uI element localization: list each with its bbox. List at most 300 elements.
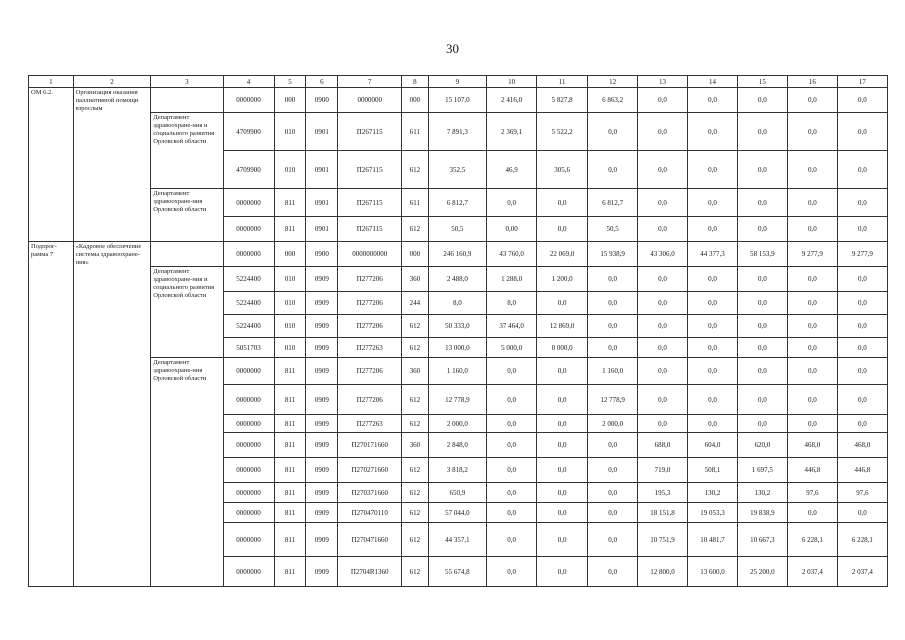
value-cell: 4709900 — [223, 113, 274, 151]
value-cell: 0,0 — [588, 458, 638, 483]
value-cell: 0901 — [306, 113, 338, 151]
value-cell: 0000000 — [223, 385, 274, 415]
value-cell: 50 333,0 — [428, 315, 486, 338]
value-cell: 811 — [274, 189, 306, 217]
value-cell: 0000000 — [223, 433, 274, 458]
value-cell: 0,0 — [588, 557, 638, 587]
value-cell: 446,8 — [837, 458, 887, 483]
value-cell: 0,0 — [787, 338, 837, 358]
value-cell: 44 377,3 — [688, 242, 738, 267]
value-cell: 620,0 — [737, 433, 787, 458]
value-cell: 468,0 — [787, 433, 837, 458]
value-cell: 612 — [402, 523, 429, 557]
header-cell: 4 — [223, 76, 274, 88]
value-cell: 0,0 — [588, 267, 638, 292]
value-cell: 1 160,0 — [588, 358, 638, 385]
value-cell: 97,6 — [787, 483, 837, 503]
value-cell: 0,0 — [588, 503, 638, 523]
value-cell: 0,0 — [737, 151, 787, 189]
value-cell: 0909 — [306, 385, 338, 415]
value-cell: 0,0 — [638, 338, 688, 358]
value-cell: П277263 — [338, 338, 402, 358]
header-cell: 11 — [537, 76, 588, 88]
value-cell: 0909 — [306, 267, 338, 292]
value-cell: 8 000,0 — [537, 338, 588, 358]
value-cell: 0,0 — [688, 151, 738, 189]
value-cell: 6 812,7 — [588, 189, 638, 217]
value-cell: 97,6 — [837, 483, 887, 503]
value-cell: 612 — [402, 338, 429, 358]
value-cell: 0909 — [306, 315, 338, 338]
value-cell: П267115 — [338, 151, 402, 189]
value-cell: 0,0 — [737, 292, 787, 315]
value-cell: 0,0 — [688, 338, 738, 358]
department-cell: Департамент здравоохране-ния и социального развития Орловской области — [151, 113, 223, 189]
value-cell: 6 228,1 — [787, 523, 837, 557]
value-cell: 0909 — [306, 557, 338, 587]
value-cell: 000 — [274, 88, 306, 113]
value-cell: 0,0 — [487, 358, 537, 385]
value-cell: 612 — [402, 557, 429, 587]
value-cell: 604,0 — [688, 433, 738, 458]
value-cell: 0,0 — [787, 88, 837, 113]
value-cell: 360 — [402, 358, 429, 385]
value-cell: 0,0 — [737, 217, 787, 242]
value-cell: 0000000 — [223, 503, 274, 523]
value-cell: 0000000 — [338, 88, 402, 113]
value-cell: 1 160,0 — [428, 358, 486, 385]
value-cell: 0,0 — [837, 385, 887, 415]
value-cell: 19 053,3 — [688, 503, 738, 523]
value-cell: 4709900 — [223, 151, 274, 189]
value-cell: 0000000 — [223, 217, 274, 242]
value-cell: 0,0 — [787, 503, 837, 523]
value-cell: 0,0 — [787, 315, 837, 338]
value-cell: 6 228,1 — [837, 523, 887, 557]
program-name-cell: «Кадровое обеспечение системы здравоохране-ния» — [73, 242, 151, 587]
value-cell: 3 818,2 — [428, 458, 486, 483]
value-cell: 0,0 — [688, 267, 738, 292]
header-cell: 1 — [29, 76, 74, 88]
value-cell: 12 800,0 — [638, 557, 688, 587]
value-cell: 7 891,3 — [428, 113, 486, 151]
value-cell: П270271660 — [338, 458, 402, 483]
header-cell: 9 — [428, 76, 486, 88]
value-cell: 0,0 — [588, 151, 638, 189]
value-cell: 2 369,1 — [487, 113, 537, 151]
value-cell: 0,0 — [837, 358, 887, 385]
value-cell: 6 863,2 — [588, 88, 638, 113]
value-cell: 0,0 — [688, 189, 738, 217]
value-cell: 0,0 — [688, 292, 738, 315]
value-cell: 0,0 — [638, 358, 688, 385]
value-cell: 0,0 — [638, 292, 688, 315]
value-cell: 0,0 — [837, 151, 887, 189]
program-name-cell: Организация оказания паллиативной помощи взрослым — [73, 88, 151, 242]
value-cell: 0,0 — [588, 292, 638, 315]
value-cell: 0901 — [306, 189, 338, 217]
value-cell: П277206 — [338, 292, 402, 315]
value-cell: 1 200,0 — [537, 267, 588, 292]
value-cell: 0000000 — [223, 458, 274, 483]
value-cell: 0,0 — [638, 113, 688, 151]
value-cell: 811 — [274, 217, 306, 242]
header-cell: 15 — [737, 76, 787, 88]
value-cell: 46,9 — [487, 151, 537, 189]
value-cell: 2 000,0 — [588, 415, 638, 433]
value-cell: 25 200,0 — [737, 557, 787, 587]
value-cell: 508,1 — [688, 458, 738, 483]
table-row — [29, 242, 888, 267]
value-cell: 0,0 — [737, 415, 787, 433]
value-cell: П270470110 — [338, 503, 402, 523]
header-cell: 16 — [787, 76, 837, 88]
value-cell: 612 — [402, 415, 429, 433]
value-cell: 2 000,0 — [428, 415, 486, 433]
value-cell: 010 — [274, 292, 306, 315]
value-cell: 0,0 — [737, 315, 787, 338]
value-cell: П270471660 — [338, 523, 402, 557]
value-cell: 13 000,0 — [428, 338, 486, 358]
value-cell: 10 481,7 — [688, 523, 738, 557]
value-cell: 0,0 — [787, 189, 837, 217]
value-cell: 0,0 — [487, 458, 537, 483]
header-cell: 17 — [837, 76, 887, 88]
value-cell: 244 — [402, 292, 429, 315]
value-cell: 0,0 — [588, 433, 638, 458]
value-cell: 0,0 — [737, 358, 787, 385]
value-cell: 612 — [402, 503, 429, 523]
value-cell: 5051703 — [223, 338, 274, 358]
value-cell: 0,0 — [688, 88, 738, 113]
value-cell: 0909 — [306, 433, 338, 458]
value-cell: 811 — [274, 385, 306, 415]
value-cell: 0,0 — [837, 315, 887, 338]
value-cell: 612 — [402, 151, 429, 189]
value-cell: 2 416,0 — [487, 88, 537, 113]
value-cell: 0,0 — [787, 385, 837, 415]
value-cell: 650,9 — [428, 483, 486, 503]
value-cell: 0000000 — [223, 88, 274, 113]
value-cell: 10 667,3 — [737, 523, 787, 557]
department-cell: Департамент здравоохране-ния и социального развития Орловской области — [151, 267, 223, 358]
value-cell: 811 — [274, 557, 306, 587]
value-cell: 0,0 — [688, 113, 738, 151]
value-cell: 0909 — [306, 523, 338, 557]
value-cell: 0,0 — [638, 189, 688, 217]
value-cell: 0,0 — [638, 315, 688, 338]
header-cell: 2 — [73, 76, 151, 88]
value-cell: 0000000 — [223, 483, 274, 503]
value-cell: 0,0 — [787, 217, 837, 242]
value-cell: 0,0 — [837, 88, 887, 113]
value-cell: 18 151,8 — [638, 503, 688, 523]
value-cell: 0,0 — [837, 292, 887, 315]
value-cell: 2 037,4 — [837, 557, 887, 587]
value-cell: 0,0 — [537, 523, 588, 557]
budget-table — [28, 75, 888, 587]
department-cell — [151, 88, 223, 113]
value-cell: 0,0 — [837, 189, 887, 217]
value-cell: 0,0 — [737, 338, 787, 358]
value-cell: 195,3 — [638, 483, 688, 503]
value-cell: 10 751,9 — [638, 523, 688, 557]
value-cell: 0,0 — [487, 483, 537, 503]
value-cell: 0,0 — [487, 189, 537, 217]
header-cell: 3 — [151, 76, 223, 88]
value-cell: 0,0 — [638, 385, 688, 415]
value-cell: 612 — [402, 458, 429, 483]
header-cell: 13 — [638, 76, 688, 88]
header-cell: 10 — [487, 76, 537, 88]
table-row — [29, 88, 888, 113]
value-cell: 0,0 — [787, 415, 837, 433]
value-cell: 612 — [402, 483, 429, 503]
value-cell: 010 — [274, 267, 306, 292]
value-cell: 0,0 — [487, 385, 537, 415]
value-cell: 12 778,9 — [588, 385, 638, 415]
value-cell: П270371660 — [338, 483, 402, 503]
value-cell: 0000000 — [223, 523, 274, 557]
department-cell: Департамент здравоохране-ния Орловской области — [151, 189, 223, 242]
value-cell: 44 357,1 — [428, 523, 486, 557]
value-cell: 0,0 — [688, 415, 738, 433]
value-cell: 0,0 — [638, 151, 688, 189]
value-cell: 0,0 — [588, 483, 638, 503]
value-cell: 0,0 — [787, 113, 837, 151]
value-cell: 43 760,0 — [487, 242, 537, 267]
value-cell: 0,0 — [537, 217, 588, 242]
value-cell: 0909 — [306, 458, 338, 483]
value-cell: 0,00 — [487, 217, 537, 242]
department-cell: Департамент здравоохране-ния Орловской области — [151, 358, 223, 587]
value-cell: П270171660 — [338, 433, 402, 458]
value-cell: 0,0 — [588, 315, 638, 338]
value-cell: 0,0 — [837, 503, 887, 523]
value-cell: 811 — [274, 433, 306, 458]
value-cell: 43 306,0 — [638, 242, 688, 267]
value-cell: 0,0 — [638, 88, 688, 113]
value-cell: 0,0 — [588, 523, 638, 557]
value-cell: 5224400 — [223, 292, 274, 315]
value-cell: 0,0 — [537, 458, 588, 483]
value-cell: 13 600,0 — [688, 557, 738, 587]
value-cell: 12 869,0 — [537, 315, 588, 338]
value-cell: П267115 — [338, 217, 402, 242]
value-cell: 5 522,2 — [537, 113, 588, 151]
value-cell: 0909 — [306, 415, 338, 433]
value-cell: 446,8 — [787, 458, 837, 483]
value-cell: П277206 — [338, 315, 402, 338]
value-cell: 5 827,8 — [537, 88, 588, 113]
value-cell: 6 812,7 — [428, 189, 486, 217]
value-cell: 0000000 — [223, 557, 274, 587]
value-cell: 15 107,0 — [428, 88, 486, 113]
value-cell: 0,0 — [737, 113, 787, 151]
value-cell: 719,0 — [638, 458, 688, 483]
value-cell: 0,0 — [787, 358, 837, 385]
value-cell: 0909 — [306, 483, 338, 503]
value-cell: 50,5 — [428, 217, 486, 242]
value-cell: 0,0 — [537, 415, 588, 433]
value-cell: 0,0 — [537, 503, 588, 523]
value-cell: 0909 — [306, 358, 338, 385]
value-cell: 612 — [402, 315, 429, 338]
value-cell: 0901 — [306, 151, 338, 189]
value-cell: 0,0 — [537, 189, 588, 217]
value-cell: 130,2 — [688, 483, 738, 503]
value-cell: 0,0 — [737, 88, 787, 113]
table-row — [29, 189, 888, 217]
value-cell: 0,0 — [837, 113, 887, 151]
value-cell: 612 — [402, 385, 429, 415]
value-cell: 468,0 — [837, 433, 887, 458]
value-cell: 611 — [402, 113, 429, 151]
value-cell: 0,0 — [487, 503, 537, 523]
value-cell: 0909 — [306, 338, 338, 358]
value-cell: 37 464,0 — [487, 315, 537, 338]
value-cell: 0,0 — [537, 557, 588, 587]
value-cell: 0,0 — [837, 267, 887, 292]
program-code-cell: Подпрог-рамма 7 — [29, 242, 74, 587]
value-cell: 811 — [274, 458, 306, 483]
value-cell: 0,0 — [487, 557, 537, 587]
value-cell: 2 037,4 — [787, 557, 837, 587]
value-cell: П267115 — [338, 189, 402, 217]
value-cell: 0000000 — [223, 242, 274, 267]
value-cell: 0,0 — [638, 267, 688, 292]
value-cell: 0,0 — [688, 315, 738, 338]
value-cell: 5 000,0 — [487, 338, 537, 358]
value-cell: 305,6 — [537, 151, 588, 189]
header-cell: 6 — [306, 76, 338, 88]
value-cell: 000 — [402, 242, 429, 267]
value-cell: 0,0 — [537, 385, 588, 415]
department-cell — [151, 242, 223, 267]
value-cell: 0,0 — [688, 217, 738, 242]
header-cell: 7 — [338, 76, 402, 88]
value-cell: П277206 — [338, 267, 402, 292]
value-cell: 0000000000 — [338, 242, 402, 267]
value-cell: 0000000 — [223, 415, 274, 433]
value-cell: 010 — [274, 113, 306, 151]
value-cell: 0,0 — [787, 151, 837, 189]
value-cell: 811 — [274, 503, 306, 523]
value-cell: 57 044,0 — [428, 503, 486, 523]
value-cell: 000 — [274, 242, 306, 267]
value-cell: 1 288,0 — [487, 267, 537, 292]
header-cell: 12 — [588, 76, 638, 88]
value-cell: 2 848,0 — [428, 433, 486, 458]
value-cell: 22 069,0 — [537, 242, 588, 267]
value-cell: 0,0 — [537, 358, 588, 385]
value-cell: 0,0 — [737, 385, 787, 415]
value-cell: 0,0 — [837, 415, 887, 433]
value-cell: 15 938,9 — [588, 242, 638, 267]
value-cell: 8,0 — [487, 292, 537, 315]
value-cell: 0,0 — [787, 267, 837, 292]
value-cell: 0,0 — [688, 385, 738, 415]
value-cell: 1 697,5 — [737, 458, 787, 483]
value-cell: 9 277,9 — [837, 242, 887, 267]
value-cell: 0,0 — [537, 483, 588, 503]
value-cell: 0,0 — [787, 292, 837, 315]
value-cell: 0,0 — [588, 338, 638, 358]
value-cell: 0,0 — [588, 113, 638, 151]
value-cell: 0,0 — [487, 433, 537, 458]
value-cell: 360 — [402, 267, 429, 292]
value-cell: 0000000 — [223, 189, 274, 217]
value-cell: 612 — [402, 217, 429, 242]
value-cell: 2 488,0 — [428, 267, 486, 292]
value-cell: 0,0 — [688, 358, 738, 385]
header-cell: 5 — [274, 76, 306, 88]
value-cell: 0909 — [306, 503, 338, 523]
value-cell: 611 — [402, 189, 429, 217]
value-cell: 0,0 — [737, 189, 787, 217]
value-cell: 0,0 — [487, 415, 537, 433]
header-cell: 8 — [402, 76, 429, 88]
value-cell: П2704R1360 — [338, 557, 402, 587]
value-cell: П277206 — [338, 358, 402, 385]
value-cell: 130,2 — [737, 483, 787, 503]
value-cell: 010 — [274, 338, 306, 358]
table-row — [29, 267, 888, 292]
value-cell: 0901 — [306, 217, 338, 242]
value-cell: П267115 — [338, 113, 402, 151]
table-row — [29, 358, 888, 385]
value-cell: 811 — [274, 415, 306, 433]
value-cell: 50,5 — [588, 217, 638, 242]
value-cell: 0,0 — [487, 523, 537, 557]
value-cell: 0,0 — [837, 338, 887, 358]
value-cell: 0909 — [306, 292, 338, 315]
value-cell: 58 153,9 — [737, 242, 787, 267]
program-code-cell: ОМ 6.2. — [29, 88, 74, 242]
value-cell: 19 838,9 — [737, 503, 787, 523]
value-cell: 55 674,8 — [428, 557, 486, 587]
value-cell: 8,0 — [428, 292, 486, 315]
table-header-row — [29, 76, 888, 88]
value-cell: 0900 — [306, 88, 338, 113]
header-cell: 14 — [688, 76, 738, 88]
value-cell: 010 — [274, 315, 306, 338]
value-cell: 0,0 — [837, 217, 887, 242]
value-cell: 12 778,9 — [428, 385, 486, 415]
value-cell: П277206 — [338, 385, 402, 415]
value-cell: 5224400 — [223, 315, 274, 338]
table-row — [29, 113, 888, 151]
value-cell: 688,0 — [638, 433, 688, 458]
value-cell: 811 — [274, 523, 306, 557]
value-cell: 9 277,9 — [787, 242, 837, 267]
value-cell: 360 — [402, 433, 429, 458]
value-cell: 5224400 — [223, 267, 274, 292]
page-number: 30 — [446, 41, 459, 56]
value-cell: 0,0 — [638, 415, 688, 433]
value-cell: П277263 — [338, 415, 402, 433]
value-cell: 246 160,9 — [428, 242, 486, 267]
value-cell: 0,0 — [737, 267, 787, 292]
value-cell: 0,0 — [638, 217, 688, 242]
value-cell: 0000000 — [223, 358, 274, 385]
value-cell: 0900 — [306, 242, 338, 267]
value-cell: 811 — [274, 483, 306, 503]
value-cell: 0,0 — [537, 433, 588, 458]
value-cell: 352,5 — [428, 151, 486, 189]
value-cell: 000 — [402, 88, 429, 113]
value-cell: 0,0 — [537, 292, 588, 315]
